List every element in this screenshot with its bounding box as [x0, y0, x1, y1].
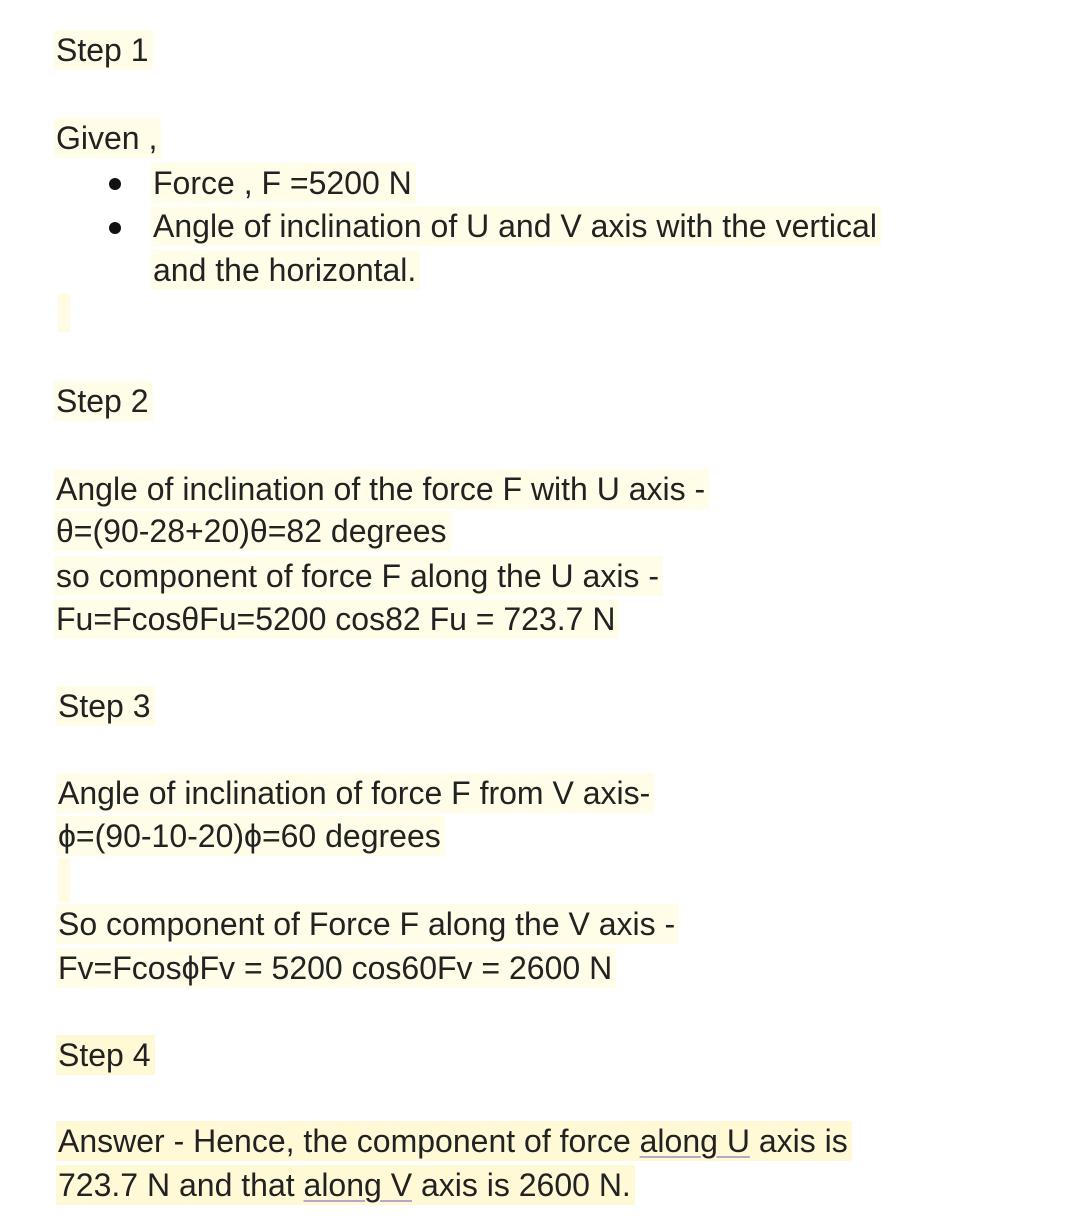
step3-line-1: Angle of inclination of force F from V axis-	[56, 773, 654, 813]
answer-underline-along-u: along U	[639, 1123, 750, 1159]
highlight-gap-bar	[58, 858, 70, 902]
bullet-dot-2	[109, 222, 121, 234]
given-angle-item-cont: and the horizontal.	[151, 250, 420, 290]
answer-line-1	[56, 1121, 852, 1161]
step2-line-2: θ=(90-28+20)θ=82 degrees	[54, 511, 451, 551]
bullet-dot-1	[109, 178, 121, 190]
step3-line-3: So component of Force F along the V axis -	[56, 904, 679, 944]
given-force-item: Force , F =5200 N	[151, 163, 416, 203]
given-angle-item: Angle of inclination of U and V axis with the vertical	[151, 206, 881, 246]
step2-line-4: Fu=FcosθFu=5200 cos82 Fu = 723.7 N	[54, 599, 619, 639]
answer-line-2-start: 723.7 N and that	[58, 1167, 304, 1203]
step2-line-3: so component of force F along the U axis -	[54, 556, 663, 596]
answer-line-2	[56, 1165, 635, 1205]
step3-line-2: ϕ=(90-10-20)ϕ=60 degrees	[56, 816, 445, 856]
step2-heading: Step 2	[54, 381, 153, 421]
answer-underline-along-v: along V	[303, 1167, 413, 1203]
step2-line-1: Angle of inclination of the force F with U axis -	[54, 469, 709, 509]
highlight-cursor-bar	[58, 294, 70, 332]
answer-line-2-end: axis is 2600 N.	[412, 1167, 631, 1203]
step1-heading: Step 1	[54, 30, 153, 70]
step3-line-4: Fv=FcosϕFv = 5200 cos60Fv = 2600 N	[56, 948, 616, 988]
given-label: Given ,	[54, 118, 161, 158]
answer-line-1-end: axis is	[749, 1123, 848, 1159]
answer-line-1-start: Answer - Hence, the component of force	[58, 1123, 640, 1159]
step4-heading: Step 4	[56, 1035, 155, 1075]
step3-heading: Step 3	[56, 686, 155, 726]
